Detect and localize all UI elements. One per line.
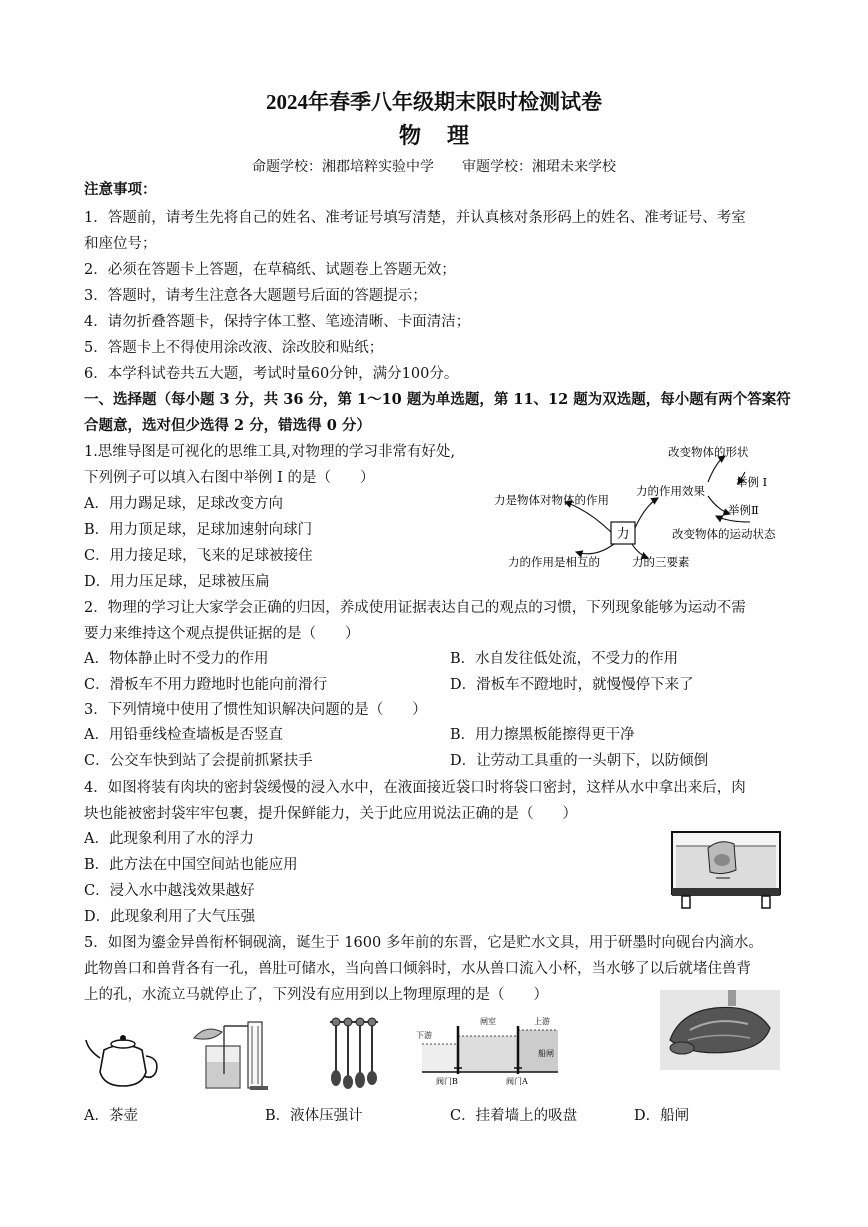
lock-gate: 船闸: [538, 1049, 554, 1058]
q5-option-d: D．船闸: [634, 1108, 690, 1124]
q2-option-c: C．滑板车不用力蹬地时也能向前滑行: [84, 677, 328, 693]
q4-option-a: A．此现象利用了水的浮力: [84, 831, 254, 847]
q2-stem: 2．物理的学习让大家学会正确的归因，养成使用证据表达自己的观点的习惯，下列现象能够为运动不需: [84, 600, 746, 616]
q2-option-d: D．滑板车不蹬地时，就慢慢停下来了: [450, 677, 694, 693]
q5-option-b: B．液体压强计: [265, 1108, 363, 1124]
q5-option-c: C．挂着墙上的吸盘: [450, 1108, 578, 1124]
q1-option-d: D．用力压足球，足球被压扁: [84, 574, 270, 590]
q4-option-c: C．浸入水中越浅效果越好: [84, 883, 255, 899]
q5-stem: 5．如图为鎏金异兽衔杯铜砚滴，诞生于 1600 多年前的东晋，它是贮水文具，用于研墨时向砚台内滴水。: [84, 935, 763, 951]
mind-map-diagram: [480, 440, 800, 575]
ship-lock-diagram: [414, 1014, 564, 1090]
q2-option-a: A．物体静止时不受力的作用: [84, 651, 269, 667]
map-center: 力: [616, 527, 630, 542]
wall-suction-cup-image: [326, 1016, 382, 1090]
map-three: 力的三要素: [632, 555, 690, 569]
liquid-pressure-gauge-image: [192, 1016, 272, 1092]
notes-heading: 注意事项：: [84, 181, 157, 198]
map-example-1: 举例 I: [736, 475, 768, 489]
q4-stem: 4．如图将装有肉块的密封袋缓慢的浸入水中，在液面接近袋口时将袋口密封，这样从水中拿出来后，肉: [84, 780, 746, 796]
lock-chamber: 闸室: [480, 1017, 496, 1026]
q1-stem: 1.思维导图是可视化的思维工具,对物理的学习非常有好处,: [84, 444, 456, 460]
q2-stem-cont: 要力来维持这个观点提供证据的是（ ）: [84, 626, 360, 642]
lock-valve-b: 阀门B: [436, 1077, 458, 1086]
section-heading: 一、选择题（每小题 3 分，共 36 分，第 1～10 题为单选题，第 11、12 题为双选题，每小题有两个答案符: [84, 391, 791, 408]
exam-title: 2024年春季八年级期末限时检测试卷: [266, 90, 602, 114]
q3-option-c: C．公交车快到站了会提前抓紧扶手: [84, 753, 313, 769]
map-example-2: 举例Ⅱ: [728, 503, 759, 517]
school-info: 命题学校：湘郡培粹实验中学 审题学校：湘珺未来学校: [252, 159, 616, 175]
q4-option-d: D．此现象利用了大气压强: [84, 909, 256, 925]
map-motion: 改变物体的运动状态: [672, 527, 776, 541]
q5-stem-cont2: 上的孔，水流立马就停止了，下列没有应用到以上物理原理的是（ ）: [84, 987, 548, 1003]
q3-option-b: B．用力擦黑板能擦得更干净: [450, 727, 635, 743]
water-tank-illustration: [668, 828, 786, 910]
q4-stem-cont: 块也能被密封袋牢牢包裹，提升保鲜能力，关于此应用说法正确的是（ ）: [84, 806, 577, 822]
q1-option-b: B．用力顶足球，足球加速射向球门: [84, 522, 313, 538]
q3-option-a: A．用铅垂线检查墙板是否竖直: [84, 727, 283, 743]
teapot-image: [84, 1028, 162, 1090]
note-item: 4．请勿折叠答题卡，保持字体工整、笔迹清晰、卡面清洁；: [84, 314, 471, 330]
note-item: 6．本学科试卷共五大题，考试时量60分钟，满分100分。: [84, 366, 459, 382]
lock-upstream: 上游: [534, 1017, 550, 1026]
note-item: 和座位号；: [84, 236, 157, 252]
map-shape: 改变物体的形状: [668, 445, 749, 459]
q4-option-b: B．此方法在中国空间站也能应用: [84, 857, 298, 873]
q1-option-a: A．用力踢足球，足球改变方向: [84, 496, 283, 512]
q3-stem: 3．下列情境中使用了惯性知识解决问题的是（ ）: [84, 702, 427, 718]
map-effect: 力的作用效果: [636, 484, 705, 498]
map-interaction: 力是物体对物体的作用: [494, 493, 609, 507]
subject-title: 物理: [398, 123, 495, 149]
q5-option-a: A．茶壶: [84, 1108, 138, 1124]
q5-stem-cont: 此物兽口和兽背各有一孔，兽肚可储水，当向兽口倾斜时，水从兽口流入小杯，当水够了以后就堵住兽背: [84, 961, 751, 977]
lock-valve-a: 阀门A: [506, 1077, 528, 1086]
q1-stem-cont: 下列例子可以填入右图中举例 I 的是（ ）: [84, 470, 375, 486]
note-item: 2．必须在答题卡上答题，在草稿纸、试题卷上答题无效；: [84, 262, 456, 278]
q1-option-c: C．用力接足球，飞来的足球被接住: [84, 548, 313, 564]
q3-option-d: D．让劳动工具重的一头朝下，以防倾倒: [450, 753, 709, 769]
lock-downstream: 下游: [416, 1031, 432, 1040]
note-item: 3．答题时，请考生注意各大题题号后面的答题提示；: [84, 288, 427, 304]
map-mutual: 力的作用是相互的: [508, 555, 600, 569]
note-item: 1．答题前，请考生先将自己的姓名、准考证号填写清楚，并认真核对条形码上的姓名、准考证号、考室: [84, 210, 746, 226]
bronze-water-dropper-photo: [660, 990, 780, 1070]
note-item: 5．答题卡上不得使用涂改液、涂改胶和贴纸；: [84, 340, 384, 356]
q2-option-b: B．水自发往低处流，不受力的作用: [450, 651, 679, 667]
section-heading-cont: 合题意，选对但少选得 2 分，错选得 0 分）: [84, 417, 371, 434]
